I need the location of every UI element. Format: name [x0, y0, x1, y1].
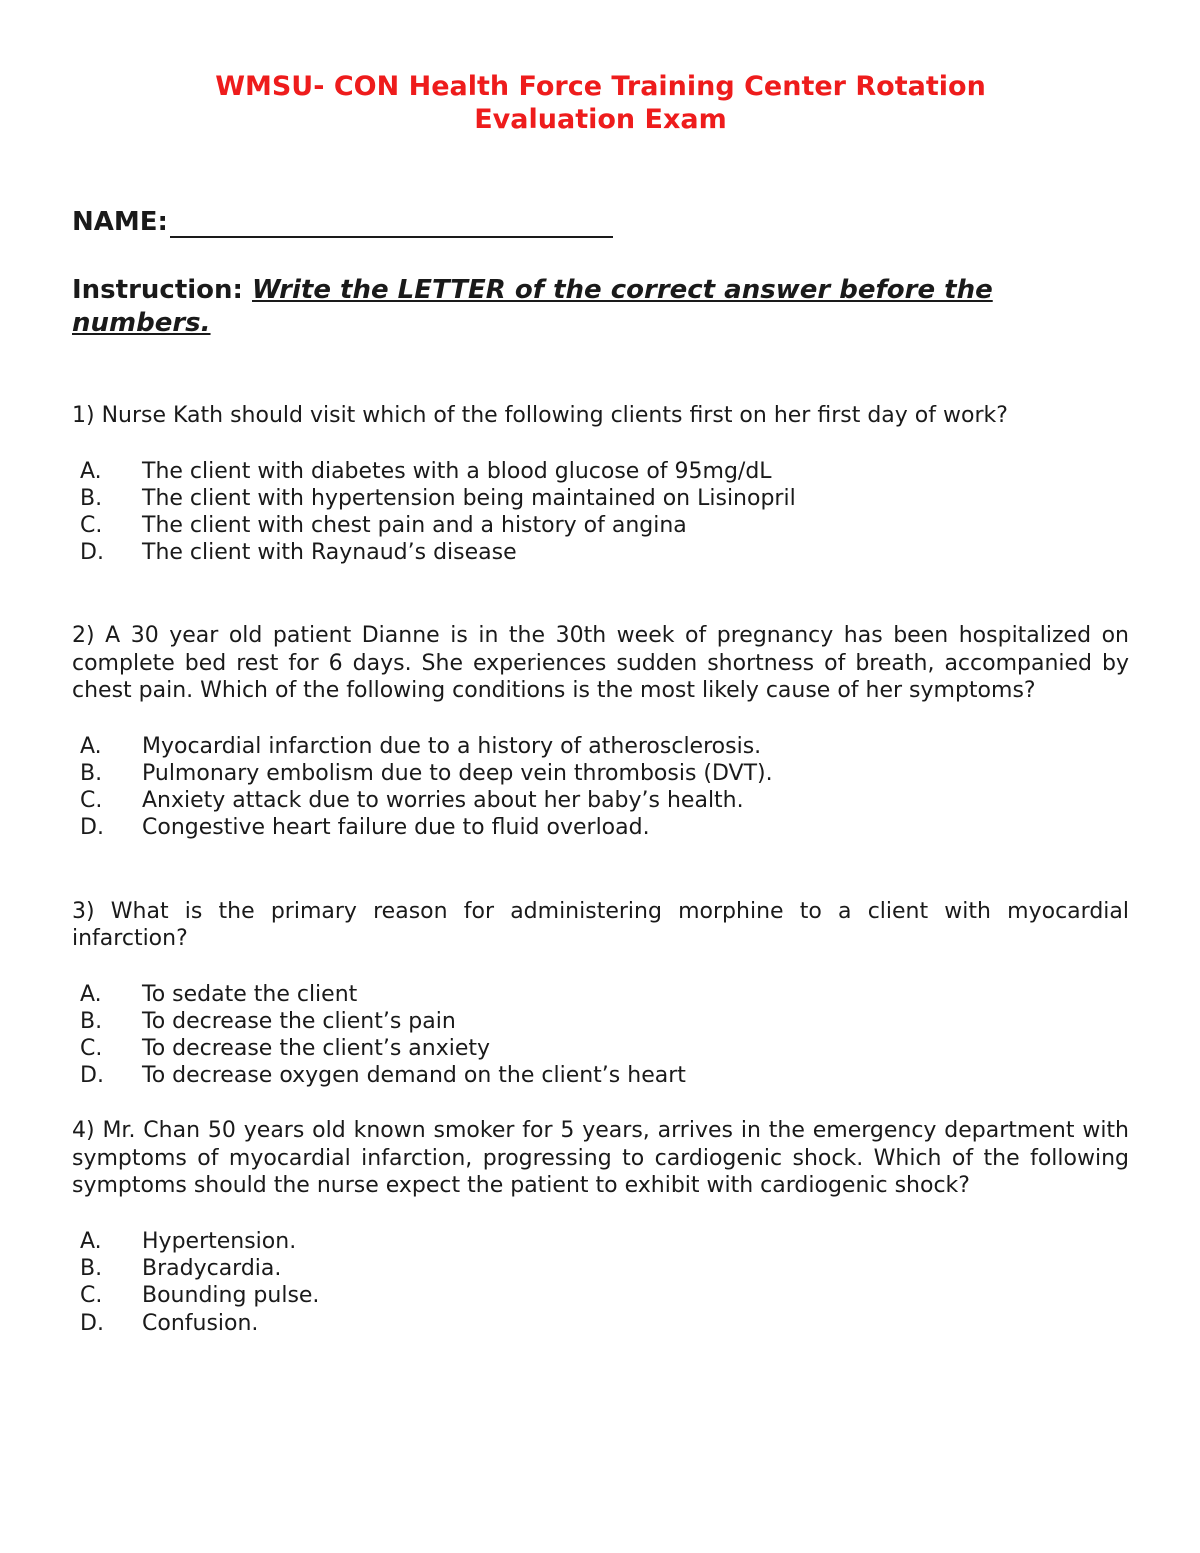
option — [72, 760, 1129, 787]
option-text: To sedate the client — [142, 981, 358, 1007]
option — [72, 458, 1129, 485]
name-field-row — [72, 206, 1129, 238]
option-text: Anxiety attack due to worries about her baby’s health. — [142, 788, 744, 814]
instruction — [72, 274, 1129, 340]
option-text: Bradycardia. — [142, 1256, 282, 1282]
exam-title-line-2: Evaluation Exam — [474, 104, 727, 135]
option — [72, 733, 1129, 760]
name-blank-line[interactable] — [170, 210, 613, 238]
name-label: NAME: — [72, 207, 168, 237]
question-3: 3) What is the primary reason for administering morphine to a client with myocardial infarction? — [72, 898, 1129, 952]
option-letter: C. — [80, 788, 103, 814]
option-text: To decrease the client’s pain — [142, 1008, 456, 1034]
option — [72, 981, 1129, 1008]
option-text: To decrease the client’s anxiety — [142, 1036, 491, 1062]
option-text: Hypertension. — [142, 1228, 297, 1254]
option-letter: B. — [80, 485, 103, 511]
option-text: The client with Raynaud’s disease — [142, 540, 517, 566]
option-text: Bounding pulse. — [142, 1283, 320, 1309]
option — [72, 1282, 1129, 1309]
option-text: To decrease oxygen demand on the client’s heart — [142, 1063, 686, 1089]
question-4-options — [72, 1228, 1129, 1337]
question-2: 2) A 30 year old patient Dianne is in the 30th week of pregnancy has been hospitalized on complete bed rest for 6 days. She experiences sudden shortness of breath, accompanied by chest pain. Which of the following conditions is the most likely cause of her symptoms? — [72, 623, 1129, 704]
option-text: The client with diabetes with a blood glucose of 95mg/dL — [142, 458, 772, 484]
option-letter: B. — [80, 761, 103, 787]
option — [72, 539, 1129, 566]
option-text: Myocardial infarction due to a history of atherosclerosis. — [142, 733, 762, 759]
option — [72, 1255, 1129, 1282]
option — [72, 814, 1129, 841]
option — [72, 485, 1129, 512]
option-letter: D. — [80, 1063, 104, 1089]
option — [72, 1310, 1129, 1337]
option-letter: B. — [80, 1008, 103, 1034]
question-2-options — [72, 733, 1129, 842]
option-letter: C. — [80, 512, 103, 538]
exam-title — [72, 70, 1129, 136]
option-letter: B. — [80, 1256, 103, 1282]
exam-page — [72, 70, 1129, 1337]
question-1-options — [72, 458, 1129, 567]
option-letter: A. — [80, 981, 102, 1007]
option — [72, 1062, 1129, 1089]
option — [72, 1035, 1129, 1062]
option-letter: D. — [80, 815, 104, 841]
instruction-label: Instruction: — [72, 275, 243, 305]
option — [72, 1008, 1129, 1035]
question-3-options — [72, 981, 1129, 1090]
option-letter: A. — [80, 733, 102, 759]
option-text: Pulmonary embolism due to deep vein thrombosis (DVT). — [142, 761, 773, 787]
option — [72, 1228, 1129, 1255]
option-text: The client with hypertension being maintained on Lisinopril — [142, 485, 796, 511]
question-1: 1) Nurse Kath should visit which of the following clients first on her first day of work? — [72, 403, 1008, 428]
option-text: Congestive heart failure due to fluid overload. — [142, 815, 650, 841]
option-letter: A. — [80, 1228, 102, 1254]
instruction-text: Write the LETTER of the correct answer before the numbers. — [72, 275, 993, 338]
option-letter: C. — [80, 1283, 103, 1309]
question-4: 4) Mr. Chan 50 years old known smoker for 5 years, arrives in the emergency department with symptoms of myocardial infarction, progressing to cardiogenic shock. Which of the following symptoms should the nurse expect the patient to exhibit with cardiogenic shock? — [72, 1118, 1129, 1199]
option-text: The client with chest pain and a history of angina — [142, 512, 687, 538]
option — [72, 512, 1129, 539]
option-letter: D. — [80, 1310, 104, 1336]
option-letter: D. — [80, 540, 104, 566]
option-letter: A. — [80, 458, 102, 484]
exam-title-line-1: WMSU- CON Health Force Training Center Rotation — [215, 71, 986, 102]
option-letter: C. — [80, 1036, 103, 1062]
option — [72, 787, 1129, 814]
option-text: Confusion. — [142, 1310, 259, 1336]
